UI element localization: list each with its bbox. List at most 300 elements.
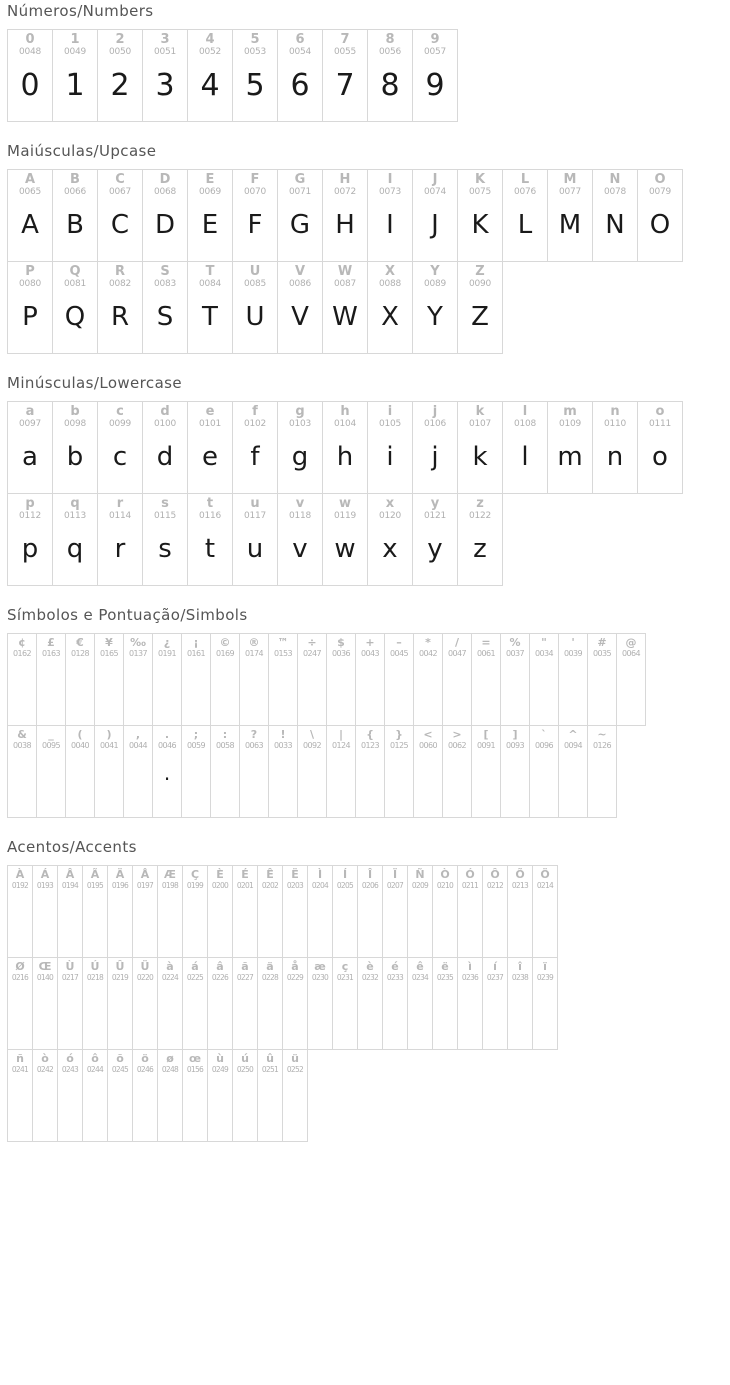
glyph-cell-header [83,866,107,889]
glyph-cell[interactable] [133,1050,158,1142]
glyph-cell[interactable] [258,1050,283,1142]
glyph-character-label: $ [337,636,345,649]
glyph-cell[interactable] [8,402,53,494]
glyph-row [7,958,558,1050]
glyph-cell[interactable] [385,634,414,726]
section-title: Maiúsculas/Upcase [7,142,157,160]
glyph-cell[interactable] [483,866,508,958]
glyph-cell-header [327,726,355,750]
glyph-cell[interactable] [333,958,358,1050]
glyph-cell[interactable] [298,726,327,818]
glyph-character-label: w [338,496,351,511]
glyph-preview: k [472,442,488,473]
glyph-cell[interactable] [53,402,98,494]
glyph-cell[interactable] [501,634,530,726]
glyph-preview: V [291,302,309,333]
glyph-cell-header [433,958,457,981]
glyph-cell[interactable] [143,262,188,354]
glyph-cell[interactable] [183,1050,208,1142]
glyph-cell[interactable] [95,634,124,726]
glyph-code-label: 0246 [136,1064,154,1074]
glyph-cell[interactable] [53,30,98,122]
glyph-cell[interactable] [458,262,503,354]
glyph-code-label: 0043 [361,648,379,658]
glyph-cell[interactable] [323,170,368,262]
glyph-cell[interactable] [108,1050,133,1142]
glyph-cell-header [413,402,457,429]
glyph-preview [95,658,123,725]
glyph-code-label: 0162 [13,648,31,658]
glyph-cell[interactable] [183,958,208,1050]
glyph-cell[interactable] [8,170,53,262]
glyph-preview [298,750,326,817]
section-title: Minúsculas/Lowercase [7,374,183,392]
glyph-code-label: 0121 [423,510,447,521]
glyph-cell[interactable] [158,1050,183,1142]
glyph-cell[interactable] [593,170,638,262]
glyph-cell[interactable] [533,958,558,1050]
glyph-cell[interactable] [208,958,233,1050]
glyph-cell[interactable] [66,634,95,726]
glyph-cell[interactable] [269,726,298,818]
glyph-cell[interactable] [433,958,458,1050]
glyph-cell[interactable] [368,402,413,494]
glyph-cell-header [158,958,182,981]
glyph-cell[interactable] [33,1050,58,1142]
glyph-cell[interactable] [356,726,385,818]
glyph-cell[interactable] [548,402,593,494]
glyph-code-label: 0224 [161,972,179,982]
glyph-cell[interactable] [233,494,278,586]
glyph-cell-header [8,866,32,889]
glyph-row [7,169,683,262]
glyph-cell[interactable] [58,958,83,1050]
glyph-cell[interactable] [143,30,188,122]
glyph-character-label: ' [571,636,575,649]
glyph-preview [356,658,384,725]
glyph-cell[interactable] [414,634,443,726]
glyph-cell[interactable] [472,726,501,818]
glyph-cell-header [383,866,407,889]
glyph-cell[interactable] [508,958,533,1050]
glyph-preview [233,889,257,957]
glyph-cell[interactable] [143,170,188,262]
glyph-character-label: Ç [190,868,200,881]
glyph-cell[interactable] [458,494,503,586]
glyph-code-label: 0201 [236,880,254,890]
glyph-preview: b [66,442,84,473]
glyph-cell[interactable] [472,634,501,726]
glyph-character-label: G [294,172,306,187]
glyph-character-label: Ì [317,868,323,881]
glyph-cell[interactable] [182,634,211,726]
glyph-cell[interactable] [458,170,503,262]
glyph-character-label: ø [166,1052,174,1065]
glyph-cell-header [233,30,277,57]
glyph-preview: l [521,442,529,473]
glyph-cell[interactable] [233,958,258,1050]
glyph-cell[interactable] [548,170,593,262]
glyph-cell[interactable] [559,726,588,818]
glyph-character-label: | [338,728,344,741]
glyph-cell-header [458,170,502,197]
glyph-cell[interactable] [233,30,278,122]
glyph-code-label: 0062 [448,740,466,750]
glyph-cell[interactable] [588,726,617,818]
glyph-preview [383,889,407,957]
glyph-cell[interactable] [8,634,37,726]
glyph-character-label: é [391,960,399,973]
glyph-character-label: ï [543,960,547,973]
glyph-cell-header [385,634,413,658]
glyph-cell[interactable] [383,958,408,1050]
glyph-cell[interactable] [258,958,283,1050]
glyph-cell-header [8,634,36,658]
glyph-cell[interactable] [283,866,308,958]
glyph-cell[interactable] [211,726,240,818]
glyph-cell-header [53,402,97,429]
glyph-cell[interactable] [258,866,283,958]
glyph-cell[interactable] [8,30,53,122]
glyph-cell[interactable] [8,262,53,354]
glyph-cell[interactable] [188,30,233,122]
glyph-cell[interactable] [98,262,143,354]
glyph-cell-header [124,634,152,658]
glyph-character-label: ^ [568,728,578,741]
glyph-cell[interactable] [158,958,183,1050]
glyph-cell-header [283,958,307,981]
glyph-cell[interactable] [37,634,66,726]
glyph-cell[interactable] [108,866,133,958]
glyph-cell[interactable] [356,634,385,726]
glyph-cell[interactable] [143,402,188,494]
glyph-cell[interactable] [83,958,108,1050]
glyph-cell-header [8,30,52,57]
glyph-cell[interactable] [153,726,182,818]
glyph-cell[interactable] [183,866,208,958]
glyph-cell[interactable] [638,170,683,262]
glyph-character-label: 0 [25,32,35,47]
glyph-preview [83,1073,107,1141]
glyph-cell[interactable] [327,634,356,726]
glyph-preview: n [606,442,624,473]
glyph-cell[interactable] [414,726,443,818]
glyph-cell-header [308,958,332,981]
glyph-cell[interactable] [333,866,358,958]
glyph-code-label: 0174 [245,648,263,658]
glyph-preview [133,889,157,957]
glyph-cell[interactable] [8,958,33,1050]
glyph-cell[interactable] [408,866,433,958]
glyph-code-label: 0237 [486,972,504,982]
glyph-cell-header [327,634,355,658]
glyph-preview [559,658,587,725]
glyph-code-label: 0036 [332,648,350,658]
glyph-cell[interactable] [278,30,323,122]
glyph-preview [233,981,257,1049]
glyph-cell[interactable] [323,494,368,586]
glyph-cell[interactable] [233,170,278,262]
glyph-character-label: h [340,404,350,419]
glyph-cell[interactable] [358,958,383,1050]
glyph-character-label: K [474,172,486,187]
glyph-cell[interactable] [58,866,83,958]
glyph-character-label: î [518,960,522,973]
glyph-cell[interactable] [83,1050,108,1142]
glyph-cell[interactable] [530,726,559,818]
glyph-code-label: 0206 [361,880,379,890]
glyph-cell-header [333,866,357,889]
glyph-cell[interactable] [53,170,98,262]
glyph-preview [559,750,587,817]
glyph-cell-header [443,634,471,658]
section-accents [0,836,730,1142]
glyph-code-label: 0238 [511,972,529,982]
glyph-cell[interactable] [308,866,333,958]
glyph-cell[interactable] [413,170,458,262]
glyph-cell[interactable] [503,402,548,494]
glyph-cell[interactable] [278,494,323,586]
glyph-cell[interactable] [98,30,143,122]
glyph-character-label: m [563,404,577,419]
glyph-cell-header [472,634,500,658]
glyph-cell[interactable] [413,262,458,354]
glyph-cell[interactable] [383,866,408,958]
glyph-cell[interactable] [483,958,508,1050]
glyph-cell[interactable] [530,634,559,726]
glyph-cell[interactable] [98,402,143,494]
glyph-cell[interactable] [368,494,413,586]
glyph-cell[interactable] [327,726,356,818]
glyph-cell[interactable] [298,634,327,726]
glyph-cell[interactable] [368,30,413,122]
glyph-cell[interactable] [53,262,98,354]
glyph-cell-header [158,866,182,889]
glyph-cell[interactable] [458,402,503,494]
glyph-cell[interactable] [188,170,233,262]
glyph-preview: h [336,442,354,473]
glyph-code-label: 0088 [378,278,402,289]
glyph-cell[interactable] [158,866,183,958]
glyph-cell[interactable] [233,262,278,354]
glyph-preview [233,1073,257,1141]
glyph-cell-header [143,30,187,57]
glyph-cell[interactable] [323,402,368,494]
glyph-character-label: € [76,636,84,649]
glyph-cell-header [333,958,357,981]
glyph-code-label: 0242 [36,1064,54,1074]
glyph-character-label: ‰ [130,636,146,649]
glyph-code-label: 0199 [186,880,204,890]
glyph-code-label: 0226 [211,972,229,982]
glyph-cell[interactable] [308,958,333,1050]
glyph-cell[interactable] [133,958,158,1050]
glyph-preview [37,658,65,725]
glyph-cell-header [533,866,557,889]
glyph-character-label: Å [140,868,150,881]
glyph-preview [158,981,182,1049]
glyph-cell[interactable] [240,726,269,818]
glyph-character-label: Í [342,868,348,881]
glyph-grid [0,633,730,818]
glyph-cell[interactable] [617,634,646,726]
glyph-character-label: – [396,636,402,649]
glyph-cell[interactable] [283,1050,308,1142]
glyph-cell-header [413,170,457,197]
glyph-cell[interactable] [533,866,558,958]
glyph-cell[interactable] [233,866,258,958]
glyph-cell[interactable] [413,494,458,586]
glyph-code-label: 0231 [336,972,354,982]
glyph-preview [208,981,232,1049]
glyph-cell[interactable] [269,634,298,726]
glyph-preview: Z [471,302,489,333]
glyph-character-label: À [15,868,25,881]
glyph-cell[interactable] [638,402,683,494]
glyph-character-label: 4 [205,32,215,47]
glyph-cell[interactable] [508,866,533,958]
glyph-cell[interactable] [124,634,153,726]
glyph-cell-header [559,726,587,750]
glyph-cell[interactable] [433,866,458,958]
glyph-character-label: : [222,728,228,741]
glyph-cell-header [211,634,239,658]
glyph-cell-header [323,262,367,289]
glyph-cell[interactable] [188,402,233,494]
glyph-cell[interactable] [33,958,58,1050]
glyph-cell[interactable] [124,726,153,818]
glyph-cell[interactable] [108,958,133,1050]
glyph-cell[interactable] [208,866,233,958]
glyph-code-label: 0193 [36,880,54,890]
glyph-cell-header [501,634,529,658]
glyph-cell[interactable] [211,634,240,726]
glyph-character-label: T [205,264,215,279]
glyph-cell-header [298,726,326,750]
glyph-preview: j [431,442,439,473]
glyph-cell[interactable] [95,726,124,818]
glyph-cell-header [158,1050,182,1073]
glyph-preview: 3 [155,67,175,103]
glyph-character-label: r [116,496,124,511]
glyph-cell[interactable] [458,958,483,1050]
glyph-cell[interactable] [8,1050,33,1142]
glyph-cell[interactable] [501,726,530,818]
glyph-cell[interactable] [283,958,308,1050]
glyph-cell[interactable] [278,402,323,494]
glyph-cell-header [368,262,412,289]
glyph-cell[interactable] [98,170,143,262]
glyph-cell[interactable] [458,866,483,958]
glyph-cell[interactable] [593,402,638,494]
glyph-preview: C [110,210,130,241]
glyph-code-label: 0123 [361,740,379,750]
glyph-preview [58,1073,82,1141]
glyph-code-label: 0056 [378,46,402,57]
glyph-code-label: 0120 [378,510,402,521]
glyph-cell[interactable] [385,726,414,818]
glyph-cell[interactable] [188,262,233,354]
glyph-character-label: . [164,728,170,741]
glyph-cell[interactable] [323,262,368,354]
glyph-cell[interactable] [33,866,58,958]
glyph-cell[interactable] [153,634,182,726]
glyph-cell[interactable] [8,726,37,818]
glyph-cell[interactable] [98,494,143,586]
glyph-cell[interactable] [323,30,368,122]
glyph-character-label: œ [188,1052,202,1065]
glyph-cell[interactable] [188,494,233,586]
glyph-cell-header [188,262,232,289]
glyph-cell[interactable] [233,1050,258,1142]
section-title: Símbolos e Pontuação/Simbols [7,606,248,624]
glyph-cell[interactable] [208,1050,233,1142]
glyph-code-label: 0045 [390,648,408,658]
glyph-cell[interactable] [8,866,33,958]
glyph-cell[interactable] [182,726,211,818]
glyph-cell[interactable] [358,866,383,958]
glyph-cell[interactable] [133,866,158,958]
glyph-cell[interactable] [233,402,278,494]
glyph-cell-header [508,958,532,981]
glyph-cell[interactable] [240,634,269,726]
glyph-code-label: 0119 [333,510,357,521]
glyph-row [7,29,458,122]
glyph-character-label: Ã [90,868,100,881]
glyph-cell[interactable] [443,726,472,818]
glyph-cell[interactable] [413,30,458,122]
glyph-cell[interactable] [278,170,323,262]
glyph-preview: B [66,210,84,241]
glyph-character-label: ) [106,728,112,741]
glyph-cell[interactable] [368,170,413,262]
glyph-cell-header [414,726,442,750]
glyph-cell[interactable] [408,958,433,1050]
glyph-character-label: Õ [515,868,525,881]
glyph-code-label: 0069 [198,186,222,197]
glyph-cell[interactable] [37,726,66,818]
glyph-cell[interactable] [8,494,53,586]
glyph-cell[interactable] [83,866,108,958]
glyph-character-label: ü [291,1052,299,1065]
glyph-cell[interactable] [143,494,188,586]
glyph-character-label: û [266,1052,274,1065]
glyph-cell[interactable] [66,726,95,818]
glyph-cell[interactable] [443,634,472,726]
glyph-cell-header [258,958,282,981]
glyph-character-label: ; [193,728,199,741]
glyph-cell[interactable] [58,1050,83,1142]
glyph-cell[interactable] [588,634,617,726]
glyph-code-label: 0058 [216,740,234,750]
glyph-preview [8,750,36,817]
glyph-cell-header [533,958,557,981]
glyph-cell[interactable] [503,170,548,262]
glyph-cell[interactable] [53,494,98,586]
glyph-cell[interactable] [278,262,323,354]
glyph-code-label: 0109 [558,418,582,429]
glyph-cell[interactable] [413,402,458,494]
glyph-cell[interactable] [368,262,413,354]
glyph-preview [182,750,210,817]
glyph-cell[interactable] [559,634,588,726]
glyph-code-label: 0214 [536,880,554,890]
glyph-grid [0,865,730,1142]
glyph-cell-header [413,30,457,57]
glyph-cell-header [95,726,123,750]
glyph-preview [433,889,457,957]
glyph-character-label: â [216,960,224,973]
